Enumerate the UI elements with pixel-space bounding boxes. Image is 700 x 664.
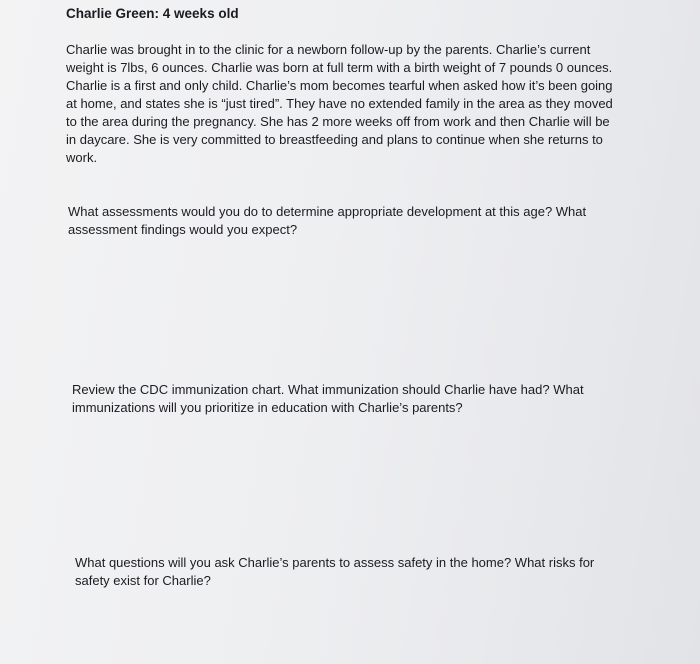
case-line: Charlie was brought in to the clinic for a newborn follow-up by the parents. Charlie’s current bbox=[66, 42, 591, 57]
question-development bbox=[68, 203, 628, 239]
question-immunization bbox=[72, 381, 632, 417]
question-safety bbox=[75, 554, 635, 590]
case-line: Charlie is a first and only child. Charlie’s mom becomes tearful when asked how it’s been going bbox=[66, 78, 613, 93]
case-description bbox=[66, 41, 646, 167]
case-line: at home, and states she is “just tired”. They have no extended family in the area as they moved bbox=[66, 96, 613, 111]
question-line: safety exist for Charlie? bbox=[75, 573, 211, 588]
case-line: to the area during the pregnancy. She has 2 more weeks off from work and then Charlie will be bbox=[66, 114, 610, 129]
question-line: immunizations will you prioritize in education with Charlie’s parents? bbox=[72, 400, 463, 415]
question-line: What assessments would you do to determine appropriate development at this age? What bbox=[68, 204, 587, 219]
case-line: weight is 7lbs, 6 ounces. Charlie was born at full term with a birth weight of 7 pounds 0 ounces. bbox=[66, 60, 613, 75]
question-line: Review the CDC immunization chart. What immunization should Charlie have had? What bbox=[72, 382, 584, 397]
title-text: Charlie Green: 4 weeks old bbox=[66, 6, 239, 21]
document-title bbox=[66, 5, 239, 23]
question-line: assessment findings would you expect? bbox=[68, 222, 298, 237]
question-line: What questions will you ask Charlie’s parents to assess safety in the home? What risks for bbox=[75, 555, 595, 570]
case-line: in daycare. She is very committed to breastfeeding and plans to continue when she returns to bbox=[66, 132, 603, 147]
case-line: work. bbox=[66, 150, 98, 165]
